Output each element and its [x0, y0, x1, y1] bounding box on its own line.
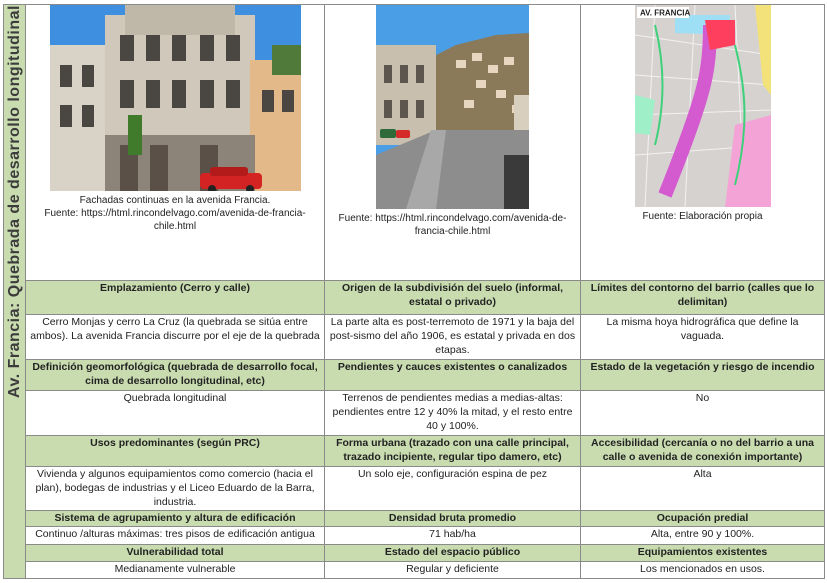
map-caption: Fuente: Elaboración propia — [642, 211, 763, 222]
header-accesibilidad: Accesibilidad (cercanía o no del barrio a una calle o avenida de conexión importante) — [581, 435, 825, 466]
sidebar-title-cell — [4, 5, 26, 579]
header-espacio-publico: Estado del espacio público — [325, 544, 581, 561]
value-origen-subdivision: La parte alta es post-terremoto de 1971 y la baja del post-sismo del año 1906, es estatal y privada en dos etapas. — [325, 314, 581, 359]
header-ocupacion-predial: Ocupación predial — [581, 510, 825, 526]
value-forma-urbana: Un solo eje, configuración espina de pez — [325, 466, 581, 510]
image-cell-facades — [26, 5, 325, 281]
value-emplazamiento: Cerro Monjas y cerro La Cruz (la quebrada se sitúa entre ambos). La avenida Francia discurre por el eje de la quebrada — [26, 314, 325, 359]
value-densidad-bruta: 71 hab/ha — [325, 526, 581, 544]
value-vegetacion-incendio: No — [581, 390, 825, 435]
facades-caption: Fachadas continuas en la avenida Francia. Fuente: https://html.rincondelvago.com/avenida-de-francia-chile.html — [44, 195, 306, 232]
header-vegetacion-incendio: Estado de la vegetación y riesgo de incendio — [581, 359, 825, 390]
image-cell-map — [581, 5, 825, 281]
header-emplazamiento: Emplazamiento (Cerro y calle) — [26, 281, 325, 314]
header-usos-predominantes: Usos predominantes (según PRC) — [26, 435, 325, 466]
value-ocupacion-predial: Alta, entre 90 y 100%. — [581, 526, 825, 544]
info-table — [3, 4, 825, 579]
value-equipamientos: Los mencionados en usos. — [581, 561, 825, 578]
street-photo — [376, 5, 529, 209]
header-densidad-bruta: Densidad bruta promedio — [325, 510, 581, 526]
sidebar-title: Av. Francia: Quebrada de desarrollo longitudinal — [6, 5, 23, 398]
map-label: AV. FRANCIA — [639, 8, 690, 18]
street-caption: Fuente: https://html.rincondelvago.com/avenida-de- francia-chile.html — [338, 213, 567, 237]
header-definicion-geomorfologica: Definición geomorfológica (quebrada de desarrollo focal, cima de desarrollo longitudinal, etc) — [26, 359, 325, 390]
header-vulnerabilidad: Vulnerabilidad total — [26, 544, 325, 561]
value-pendientes-cauces: Terrenos de pendientes medias a medias-altas: pendientes entre 12 y 40% la mitad, y el resto entre 40 y 100%. — [325, 390, 581, 435]
value-accesibilidad: Alta — [581, 466, 825, 510]
value-agrupamiento-altura: Continuo /alturas máximas: tres pisos de edificación antigua — [26, 526, 325, 544]
value-usos-predominantes: Vivienda y algunos equipamientos como comercio (hacia el plan), bodegas de industrias y el Liceo Eduardo de la Barra, industria. — [26, 466, 325, 510]
image-cell-street — [325, 5, 581, 281]
header-agrupamiento-altura: Sistema de agrupamiento y altura de edificación — [26, 510, 325, 526]
header-pendientes-cauces: Pendientes y cauces existentes o canalizados — [325, 359, 581, 390]
value-limites-contorno: La misma hoya hidrográfica que define la vaguada. — [581, 314, 825, 359]
facades-photo — [50, 5, 301, 191]
value-espacio-publico: Regular y deficiente — [325, 561, 581, 578]
header-equipamientos: Equipamientos existentes — [581, 544, 825, 561]
value-definicion-geomorfologica: Quebrada longitudinal — [26, 390, 325, 435]
value-vulnerabilidad: Medianamente vulnerable — [26, 561, 325, 578]
header-forma-urbana: Forma urbana (trazado con una calle principal, trazado incipiente, regular tipo damero, etc) — [325, 435, 581, 466]
header-origen-subdivision: Origen de la subdivisión del suelo (informal, estatal o privado) — [325, 281, 581, 314]
barrio-map — [635, 5, 771, 207]
header-limites-contorno: Límites del contorno del barrio (calles que lo delimitan) — [581, 281, 825, 314]
